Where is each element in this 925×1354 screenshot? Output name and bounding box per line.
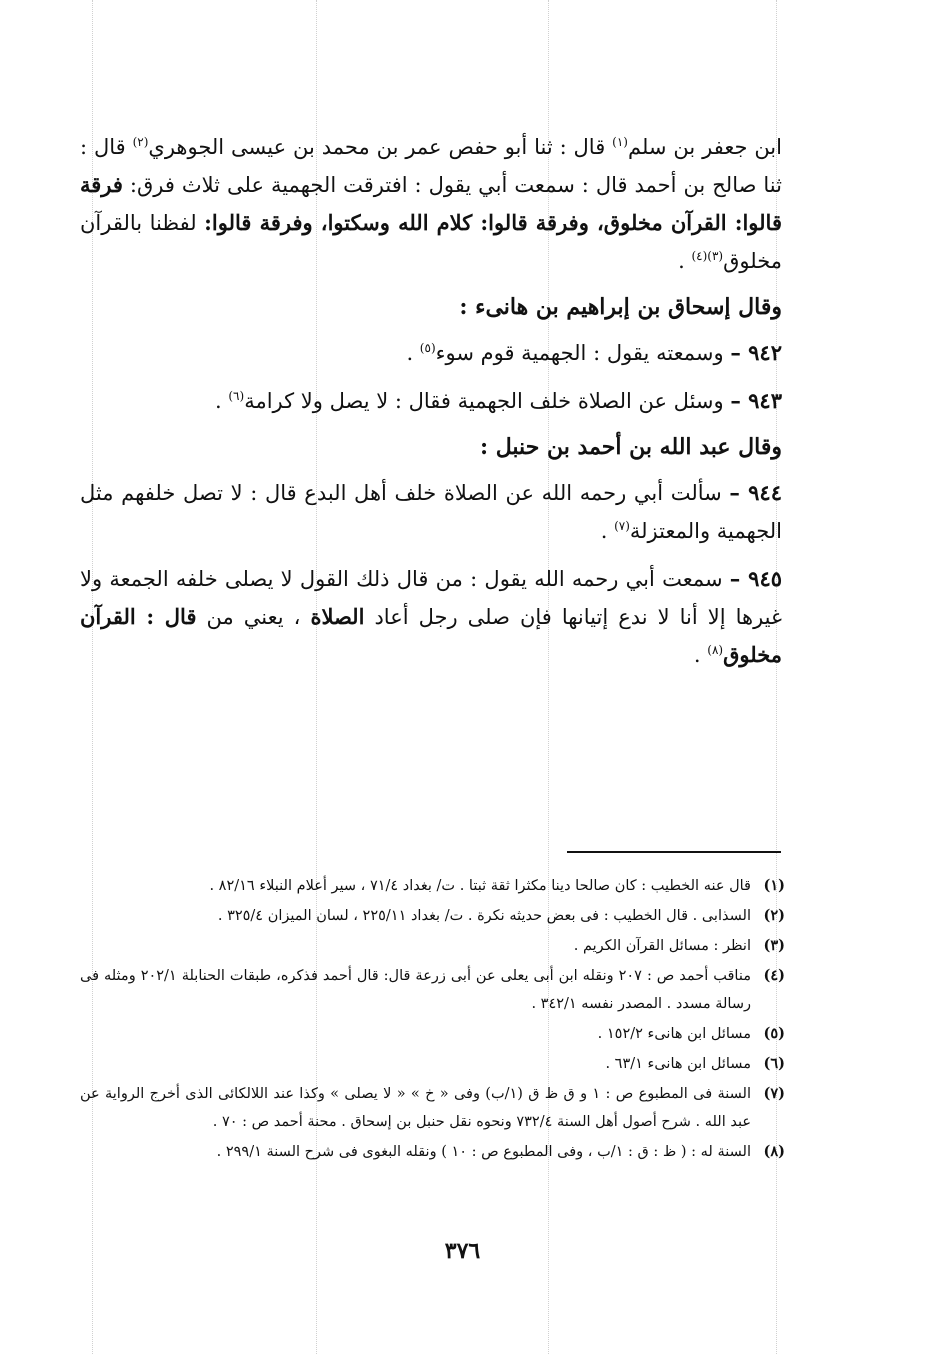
footnote-item [80, 1020, 785, 1048]
footnote-text: قال عنه الخطيب : كان صالحا دينا مكثرا ثقة ثبتا . ت/ بغداد ٧١/٤ ، سير أعلام النبلاء ٨٢/١٦ . [209, 878, 751, 894]
footnote-text: السنة له : ( ظ : ق : ١/ب ، وفى المطبوع ص : ١٠ ) ونقله البغوى فى شرح السنة ٢٩٩/١ . [216, 1144, 751, 1160]
footnote-text: مسائل ابن هانىء ١٥٢/٢ . [597, 1026, 751, 1042]
footnote-separator [567, 851, 781, 853]
footnote-number: (٣) [763, 937, 785, 954]
main-text [80, 128, 782, 674]
footnote-ref[interactable]: (٦) [228, 389, 245, 403]
text-run: . [600, 519, 615, 543]
footnote-ref[interactable]: (٥) [419, 341, 436, 355]
footnote-item [80, 902, 785, 930]
footnote-item [80, 1050, 785, 1078]
bold-text: فرقة قالوا: القرآن مخلوق، وفرقة قالوا: كلام الله وسكتوا، وفرقة قالوا: [80, 172, 782, 235]
bold-text: الصلاة [310, 604, 365, 629]
footnote-ref[interactable]: (٢) [132, 135, 149, 149]
entry-text: ، يعني من [196, 605, 311, 629]
text-run: قال : ثنا أبو حفص عمر بن محمد بن عيسى الجوهري [148, 135, 613, 159]
footnote-text: السنة فى المطبوع ص : ١ و ق ظ ق (١/ب) وفى « خ » « لا يصلى » وكذا عند اللالكائى الذى أخرج الرواية عن عبد الله . شرح أصول أهل السنة ٧٣٢/٤ ونحوه نقل حنبل بن إسحاق . محنة أحمد ص : ٧٠ . [80, 1086, 751, 1130]
page-number: ٣٧٦ [444, 1238, 481, 1264]
footnote-item [80, 872, 785, 900]
section-heading: وقال عبد الله بن أحمد بن حنبل : [479, 434, 782, 460]
text-run: لفظنا بالقرآن مخلوق [80, 211, 782, 273]
footnote-text: مناقب أحمد ص : ٢٠٧ ونقله ابن أبى يعلى عن أبى زرعة قال: قال أحمد فذكره، طبقات الحنابلة ٢٠٢/١ ومثله فى رسالة مسدد . المصدر نفسه ٣٤٢/١ . [80, 968, 751, 1012]
text-run: . [693, 643, 708, 667]
entry-text: وسئل عن الصلاة خلف الجهمية فقال : لا يصل ولا كرامة [244, 389, 731, 413]
section-heading: وقال إسحاق بن إبراهيم بن هانىء : [459, 294, 782, 320]
footnote-number: (١) [763, 877, 785, 894]
footnotes [80, 872, 785, 1168]
text-run: ابن جعفر بن سلم [627, 135, 782, 159]
footnote-item [80, 1080, 785, 1136]
footnote-number: (٥) [763, 1025, 785, 1042]
footnote-number: (٢) [763, 907, 785, 924]
entry-text: سمعت أبي رحمه الله يقول : من قال ذلك القول لا يصلى خلفه الجمعة ولا غيرها إلا أنا لا ندع إتيانها فإن صلى رجل أعاد [80, 567, 782, 629]
text-run: . [406, 341, 420, 365]
entry-942 [80, 334, 782, 372]
entry-number: ٩٤٥ – [729, 566, 783, 591]
entry-text: سألت أبي رحمه الله عن الصلاة خلف أهل البدع قال : لا تصل خلفهم مثل الجهمية والمعتزلة [80, 481, 782, 543]
footnote-text: انظر : مسائل القرآن الكريم . [573, 938, 751, 954]
footnote-item [80, 1138, 785, 1166]
entry-number: ٩٤٢ – [730, 340, 782, 365]
footnote-number: (٨) [763, 1143, 785, 1160]
footnote-ref[interactable]: (٧) [614, 519, 630, 533]
entry-945 [80, 560, 782, 674]
bold-text: قال : القرآن مخلوق [80, 604, 782, 667]
entry-text: وسمعته يقول : الجهمية قوم سوء [435, 341, 731, 365]
footnote-ref[interactable]: (١) [612, 135, 628, 149]
footnote-item [80, 932, 785, 960]
footnote-ref[interactable]: (٣)(٤) [691, 249, 724, 263]
paragraph-intro [80, 128, 782, 280]
entry-944 [80, 474, 782, 550]
entry-number: ٩٤٣ – [730, 388, 782, 413]
text-run: قال : ثنا صالح بن أحمد قال : سمعت أبي يقول : افترقت الجهمية على ثلاث فرق: [80, 135, 782, 197]
entry-943 [80, 382, 782, 420]
footnote-text: السذابى . قال الخطيب : فى بعض حديثه نكرة . ت/ بغداد ٢٢٥/١١ ، لسان الميزان ٣٢٥/٤ . [217, 908, 751, 924]
footnote-number: (٧) [763, 1085, 785, 1102]
footnote-text: مسائل ابن هانىء ٦٣/١ . [605, 1056, 751, 1072]
footnote-item [80, 962, 785, 1018]
footnote-ref[interactable]: (٨) [707, 643, 724, 657]
footnote-number: (٤) [763, 967, 785, 984]
entry-number: ٩٤٤ – [729, 480, 782, 505]
text-run: . [678, 249, 692, 273]
text-run: . [215, 389, 229, 413]
footnote-number: (٦) [763, 1055, 785, 1072]
